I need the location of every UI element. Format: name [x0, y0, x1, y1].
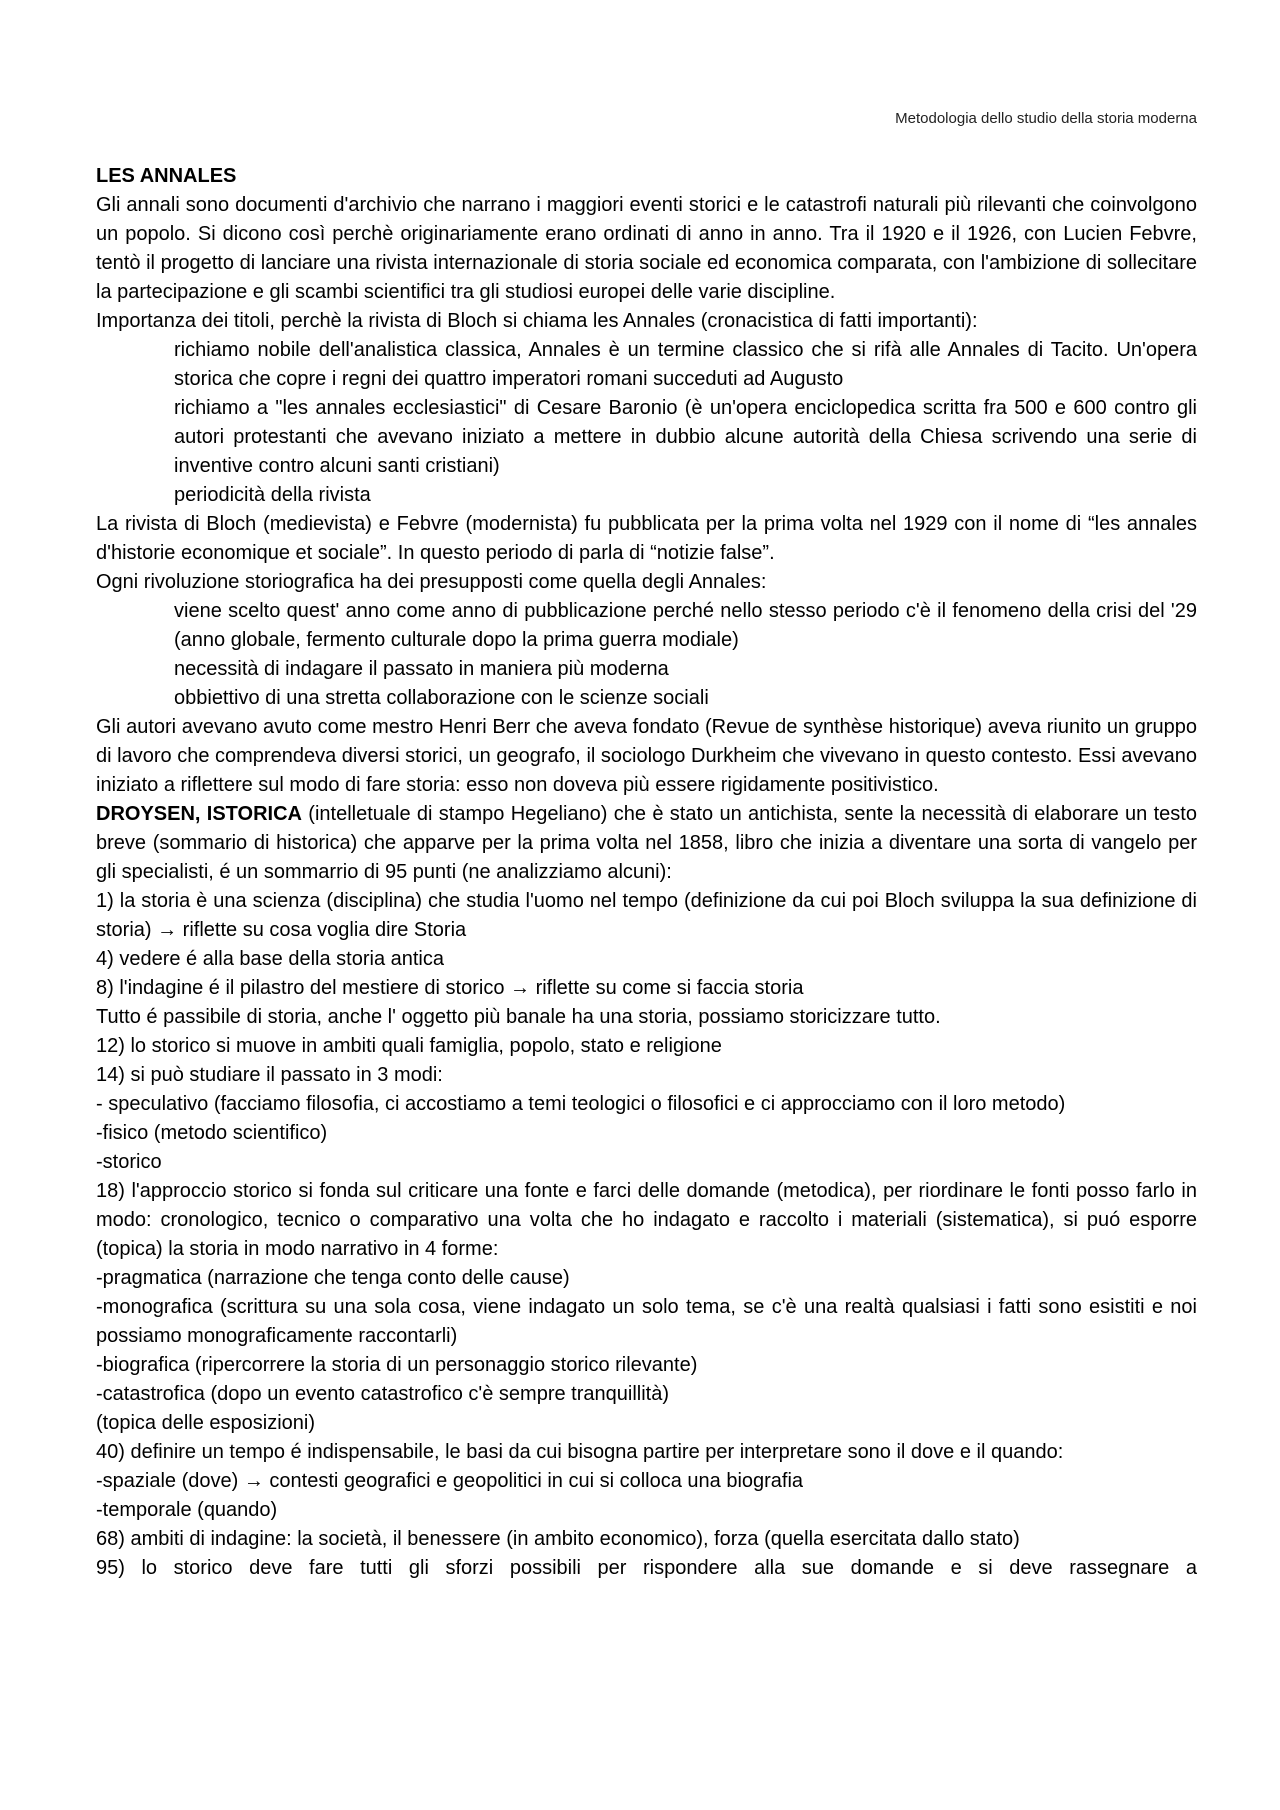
droysen-line: -spaziale (dove) → contesti geografici e geopolitici in cui si colloca una biografia: [96, 1470, 804, 1492]
droysen-line: 18) l'approccio storico si fonda sul criticare una fonte e farci delle domande (metodica), per riordinare le fonti posso farlo in modo: cronologico, tecnico o comparativo una volta che ho indagato e raccolto i materiali (sistematica), si puó esporre (topica) la storia in modo narrativo in 4 forme:: [96, 1180, 1197, 1260]
paragraph-authors: Gli autori avevano avuto come mestro Henri Berr che aveva fondato (Revue de synthèse historique) aveva riunito un gruppo di lavoro che comprendeva diversi storici, un geografo, il sociologo Durkheim che vivevano in questo contesto. Essi avevano iniziato a riflettere sul modo di fare storia: esso non doveva più essere rigidamente positivistico.: [96, 716, 1197, 796]
droysen-line: 14) si può studiare il passato in 3 modi:: [96, 1064, 443, 1086]
paragraph-publication: La rivista di Bloch (medievista) e Febvre (modernista) fu pubblicata per la prima volta nel 1929 con il nome di “les annales d'historie economique et sociale”. In questo periodo di parla di “notizie false”.: [96, 513, 1197, 564]
droysen-line: 12) lo storico si muove in ambiti quali famiglia, popolo, stato e religione: [96, 1035, 722, 1057]
droysen-intro: (intelletuale di stampo Hegeliano) che è stato un antichista, sente la necessità di elaborare un testo breve (sommario di historica) che apparve per la prima volta nel 1858, libro che inizia a diventare una sorta di vangelo per gli specialisti, é un sommarrio di 95 punti (ne analizziamo alcuni):: [96, 803, 1197, 883]
list-item-titles-3: periodicità della rivista: [174, 484, 371, 506]
paragraph-titles-intro: Importanza dei titoli, perchè la rivista di Bloch si chiama les Annales (cronacistica di fatti importanti):: [96, 310, 978, 332]
droysen-line: - speculativo (facciamo filosofia, ci accostiamo a temi teologici o filosofici e ci approcciamo con il loro metodo): [96, 1093, 1066, 1115]
droysen-line: 1) la storia è una scienza (disciplina) che studia l'uomo nel tempo (definizione da cui poi Bloch sviluppa la sua definizione di storia) → riflette su cosa voglia dire Storia: [96, 890, 1197, 941]
droysen-line: -monografica (scrittura su una sola cosa, viene indagato un solo tema, se c'è una realtà qualsiasi i fatti sono esistiti e noi possiamo monograficamente raccontarli): [96, 1296, 1197, 1347]
droysen-line: 68) ambiti di indagine: la società, il benessere (in ambito economico), forza (quella esercitata dallo stato): [96, 1528, 1020, 1550]
list-item-titles-1: richiamo nobile dell'analistica classica, Annales è un termine classico che si rifà alle Annales di Tacito. Un'opera storica che copre i regni dei quattro imperatori romani succeduti ad Augusto: [174, 339, 1197, 390]
droysen-line: 4) vedere é alla base della storia antica: [96, 948, 444, 970]
list-item-revolution-2: necessità di indagare il passato in maniera più moderna: [174, 658, 669, 680]
paragraph-droysen: [96, 800, 1197, 887]
running-header: Metodologia dello studio della storia moderna: [895, 110, 1197, 127]
droysen-line: 8) l'indagine é il pilastro del mestiere di storico → riflette su come si faccia storia: [96, 977, 804, 999]
droysen-line: -catastrofica (dopo un evento catastrofico c'è sempre tranquillità): [96, 1383, 669, 1405]
list-item-titles-2: richiamo a "les annales ecclesiastici" di Cesare Baronio (è un'opera enciclopedica scritta fra 500 e 600 contro gli autori protestanti che avevano iniziato a mettere in dubbio alcune autorità della Chiesa scrivendo una serie di inventive contro alcuni santi cristiani): [174, 397, 1197, 477]
list-item-revolution-3: obbiettivo di una stretta collaborazione con le scienze sociali: [174, 687, 709, 709]
page-body: [96, 162, 1197, 1583]
droysen-line: -storico: [96, 1151, 162, 1173]
droysen-line: 40) definire un tempo é indispensabile, le basi da cui bisogna partire per interpretare sono il dove e il quando:: [96, 1441, 1064, 1463]
droysen-line: (topica delle esposizioni): [96, 1412, 316, 1434]
droysen-line: -pragmatica (narrazione che tenga conto delle cause): [96, 1267, 570, 1289]
droysen-line-last: 95) lo storico deve fare tutti gli sforzi possibili per rispondere alla sue domande e si deve rassegnare a: [96, 1557, 1197, 1579]
list-item-revolution-1: viene scelto quest' anno come anno di pubblicazione perché nello stesso periodo c'è il fenomeno della crisi del '29 (anno globale, fermento culturale dopo la prima guerra modiale): [174, 600, 1197, 651]
droysen-line: -biografica (ripercorrere la storia di un personaggio storico rilevante): [96, 1354, 698, 1376]
droysen-line: -temporale (quando): [96, 1499, 278, 1521]
section-title-droysen: DROYSEN, ISTORICA: [96, 803, 302, 825]
droysen-line: -fisico (metodo scientifico): [96, 1122, 328, 1144]
droysen-line: Tutto é passibile di storia, anche l' oggetto più banale ha una storia, possiamo storicizzare tutto.: [96, 1006, 941, 1028]
paragraph-annales-intro: Gli annali sono documenti d'archivio che narrano i maggiori eventi storici e le catastrofi naturali più rilevanti che coinvolgono un popolo. Si dicono così perchè originariamente erano ordinati di anno in anno. Tra il 1920 e il 1926, con Lucien Febvre, tentò il progetto di lanciare una rivista internazionale di storia sociale ed economica comparata, con l'ambizione di sollecitare la partecipazione e gli scambi scientifici tra gli studiosi europei delle varie discipline.: [96, 194, 1197, 303]
paragraph-revolution-intro: Ogni rivoluzione storiografica ha dei presupposti come quella degli Annales:: [96, 571, 767, 593]
section-title-annales: LES ANNALES: [96, 165, 237, 187]
